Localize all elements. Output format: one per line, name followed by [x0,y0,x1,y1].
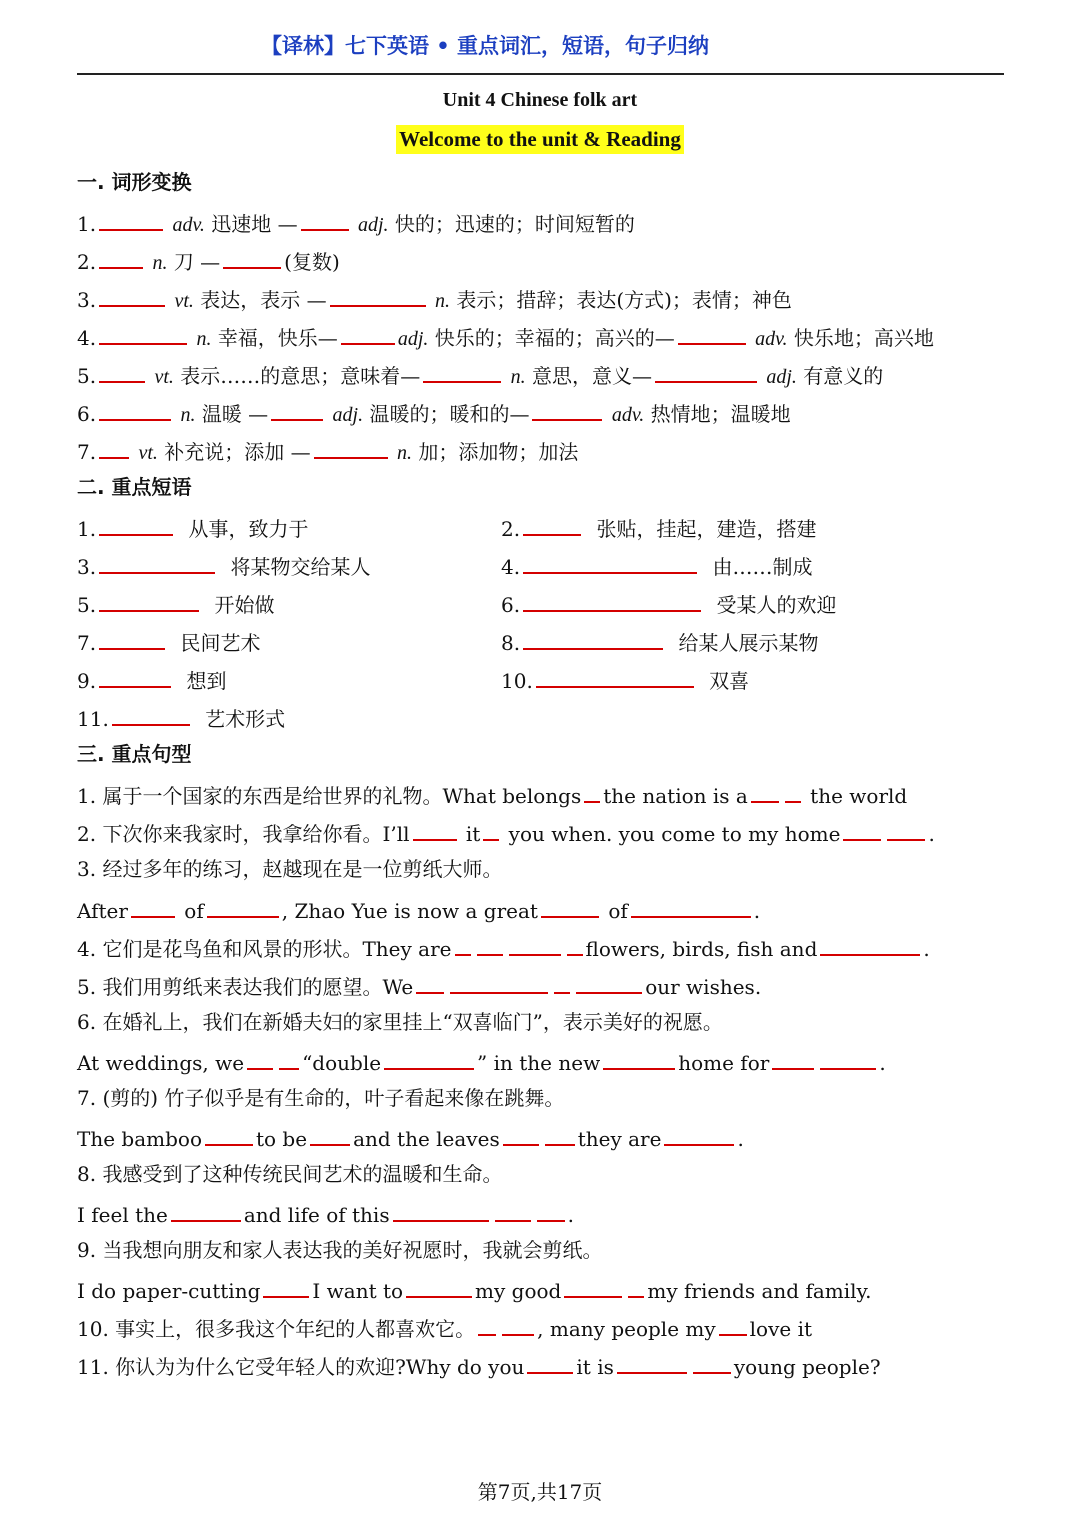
sentence-text: home for [678,1051,770,1075]
item-number: 10. [501,669,533,693]
answer-blank[interactable] [628,1276,644,1298]
sentence-3-chinese: 3. 经过多年的练习，赵越现在是一位剪纸大师。 [77,857,503,881]
answer-blank[interactable] [423,361,501,383]
section-title-wrap [0,125,1080,154]
part-of-speech: adj. [332,404,364,426]
section-heading-sentences: 三. 重点句型 [77,742,192,766]
answer-blank[interactable] [631,896,751,918]
answer-blank[interactable] [99,361,145,383]
sentence-text: it [465,822,481,846]
part-of-speech: adj. [397,328,429,350]
answer-blank[interactable] [576,972,642,994]
answer-blank[interactable] [495,1200,531,1222]
item-number: 5. [77,364,97,388]
answer-blank[interactable] [772,1048,814,1070]
sentence-text: I want to [312,1279,404,1303]
sentence-text: After [77,899,128,923]
sentence-7-chinese: 7. (剪的) 竹子似乎是有生命的，叶子看起来像在跳舞。 [77,1086,565,1110]
item-number: 1. [77,212,97,236]
answer-blank[interactable] [502,1314,534,1336]
part-of-speech: n. [396,442,412,464]
meaning: 热情地；温暖地 [650,402,791,426]
answer-blank[interactable] [664,1124,734,1146]
answer-blank[interactable] [330,285,426,307]
meaning: 表示；措辞；表达(方式)；表情；神色 [456,288,792,312]
answer-blank[interactable] [478,1314,496,1336]
sentence-text: and the leaves [353,1127,500,1151]
answer-blank[interactable] [719,1314,747,1336]
word-form-row-3 [77,285,792,313]
phrase-meaning: 受某人的欢迎 [716,593,837,617]
part-of-speech: n. [152,252,168,274]
part-of-speech: adv. [755,328,788,350]
page-number: 第7页,共17页 [477,1480,603,1504]
answer-blank[interactable] [310,1124,350,1146]
part-of-speech: n. [510,366,526,388]
section-title: Welcome to the unit & Reading [396,125,684,154]
answer-blank[interactable] [99,285,165,307]
answer-blank[interactable] [523,514,581,536]
sentence-text: , many people my [537,1317,716,1341]
sentence-text: it is [576,1355,614,1379]
phrase-item [501,514,816,541]
item-number: 3. [77,555,97,579]
sentence-text: you when. you come to my home [508,822,841,846]
answer-blank[interactable] [205,1124,253,1146]
sentence-4 [77,934,930,961]
sentence-text: At weddings, we [77,1051,245,1075]
answer-blank[interactable] [99,590,199,612]
part-of-speech: n. [180,404,196,426]
answer-blank[interactable] [279,1048,299,1070]
meaning: 加；添加物；加法 [418,440,579,464]
answer-blank[interactable] [207,896,279,918]
part-of-speech: n. [434,290,450,312]
sentence-text: The bamboo [77,1127,202,1151]
item-number: 9. [77,669,97,693]
part-of-speech: adv. [611,404,645,426]
sentence-text: . [753,899,761,923]
phrase-meaning: 从事，致力于 [188,517,309,541]
phrase-item [77,628,260,655]
answer-blank[interactable] [99,247,143,269]
sentence-8-english [77,1200,574,1227]
sentence-text: I’ll [382,822,410,846]
part-of-speech: n. [196,328,212,350]
sentence-text: Why do you [405,1355,525,1379]
sentence-chinese: 1. 属于一个国家的东西是给世界的礼物。 [77,784,443,808]
sentence-chinese: 11. 你认为为什么它受年轻人的欢迎? [77,1355,406,1379]
sentence-text: the world [810,784,908,808]
header-divider [77,73,1004,75]
sentence-text: of [608,899,628,923]
phrase-item [501,666,749,693]
part-of-speech: vt. [154,366,174,388]
answer-blank[interactable] [99,514,173,536]
answer-blank[interactable] [655,361,757,383]
answer-blank[interactable] [271,399,323,421]
part-of-speech: vt. [174,290,194,312]
sentence-text: ” in the new [477,1051,601,1075]
meaning: 快的；迅速的；时间短暂的 [394,212,635,236]
meaning: 快乐的；幸福的；高兴的— [434,326,675,350]
item-number: 5. [77,593,97,617]
answer-blank[interactable] [617,1352,687,1374]
answer-blank[interactable] [99,323,187,345]
phrase-meaning: 双喜 [709,669,750,693]
sentence-text: We [382,975,414,999]
answer-blank[interactable] [523,552,697,574]
phrase-item [77,590,274,617]
sentence-text: they are [577,1127,662,1151]
section-heading-word-forms: 一. 词形变换 [77,170,192,194]
answer-blank[interactable] [584,781,600,803]
word-form-row-6 [77,399,791,427]
answer-blank[interactable] [99,399,171,421]
item-number: 4. [77,326,97,350]
sentence-text: my good [475,1279,562,1303]
sentence-8-chinese: 8. 我感受到了这种传统民间艺术的温暖和生命。 [77,1162,503,1186]
meaning: 温暖的；暖和的— [369,402,530,426]
meaning: 表示……的意思；意味着— [180,364,421,388]
answer-blank[interactable] [523,628,663,650]
unit-title: Unit 4 Chinese folk art [442,89,638,111]
phrase-item [77,704,285,731]
sentence-text: to be [256,1127,308,1151]
answer-blank[interactable] [341,323,395,345]
sentence-text: . [567,1203,574,1227]
answer-blank[interactable] [477,934,503,956]
item-number: 8. [501,631,521,655]
sentence-text: They are [362,937,452,961]
phrase-meaning: 给某人展示某物 [678,631,819,655]
answer-blank[interactable] [406,1276,472,1298]
answer-blank[interactable] [545,1124,575,1146]
section-heading-phrases: 二. 重点短语 [77,475,192,499]
answer-blank[interactable] [413,819,457,841]
sentence-text: What belongs [442,784,582,808]
answer-blank[interactable] [99,209,163,231]
part-of-speech: vt. [138,442,158,464]
phrase-meaning: 想到 [186,669,227,693]
phrase-item [77,552,370,579]
sentence-text: of [184,899,204,923]
item-number: 7. [77,631,97,655]
item-number: 6. [77,402,97,426]
sentence-text: I feel the [77,1203,168,1227]
answer-blank[interactable] [384,1048,474,1070]
answer-blank[interactable] [99,628,165,650]
sentence-3-english [77,896,760,923]
phrase-item [501,628,818,655]
sentence-6-english [77,1048,886,1075]
answer-blank[interactable] [751,781,779,803]
phrase-meaning: 由……制成 [712,555,813,579]
item-number: 11. [77,707,109,731]
sentence-chinese: 2. 下次你来我家时，我拿给你看。 [77,822,383,846]
item-number: 3. [77,288,97,312]
item-number: 2. [77,250,97,274]
meaning: 快乐地；高兴地 [793,326,934,350]
item-number: 4. [501,555,521,579]
meaning: 幸福，快乐— [217,326,338,350]
meaning: 刀 — [173,250,221,274]
answer-blank[interactable] [112,704,190,726]
answer-blank[interactable] [263,1276,309,1298]
part-of-speech: adj. [357,214,389,236]
answer-blank[interactable] [537,1200,565,1222]
sentence-text: , Zhao Yue is now a great [281,899,538,923]
meaning: 意思，意义— [531,364,652,388]
meaning: (复数) [284,250,340,274]
sentence-text: flowers, birds, fish and [585,937,818,961]
sentence-7-english [77,1124,744,1151]
sentence-text: . [923,937,930,961]
phrase-item [77,514,308,541]
header-text: 【译林】七下英语 • 重点词汇，短语，句子归纳 [260,34,710,58]
answer-blank[interactable] [820,1048,876,1070]
answer-blank[interactable] [99,666,171,688]
answer-blank[interactable] [785,781,801,803]
part-of-speech: adv. [172,214,205,236]
answer-blank[interactable] [678,323,746,345]
answer-blank[interactable] [301,209,349,231]
word-form-row-7 [77,437,578,465]
word-form-row-1 [77,209,635,237]
answer-blank[interactable] [536,666,694,688]
answer-blank[interactable] [416,972,444,994]
answer-blank[interactable] [527,1352,573,1374]
answer-blank[interactable] [99,437,129,459]
answer-blank[interactable] [223,247,281,269]
answer-blank[interactable] [541,896,599,918]
sentence-9-chinese: 9. 当我想向朋友和家人表达我的美好祝愿时，我就会剪纸。 [77,1238,603,1262]
answer-blank[interactable] [554,972,570,994]
meaning: 表达，表示 — [200,288,327,312]
sentence-text: love it [749,1317,813,1341]
phrase-item [501,590,836,617]
sentence-1 [77,781,907,808]
phrase-meaning: 开始做 [214,593,275,617]
answer-blank[interactable] [532,399,602,421]
sentence-chinese: 5. 我们用剪纸来表达我们的愿望。 [77,975,383,999]
sentence-10 [77,1314,812,1341]
answer-blank[interactable] [455,934,471,956]
meaning: 迅速地 — [211,212,298,236]
sentence-9-english [77,1276,872,1303]
sentence-6-chinese: 6. 在婚礼上，我们在新婚夫妇的家里挂上“双喜临门”，表示美好的祝愿。 [77,1010,723,1034]
answer-blank[interactable] [820,934,920,956]
phrase-item [77,666,226,693]
word-form-row-5 [77,361,883,389]
sentence-text: the nation is a [603,784,748,808]
sentence-text: and life of this [243,1203,390,1227]
answer-blank[interactable] [564,1276,622,1298]
meaning: 补充说；添加 — [164,440,311,464]
meaning: 有意义的 [803,364,884,388]
answer-blank[interactable] [503,1124,539,1146]
word-form-row-4 [77,323,934,351]
sentence-5 [77,972,761,999]
answer-blank[interactable] [567,934,583,956]
phrase-meaning: 张贴，挂起，建造，搭建 [596,517,817,541]
sentence-chinese: 4. 它们是花鸟鱼和风景的形状。 [77,937,363,961]
phrase-meaning: 艺术形式 [205,707,286,731]
item-number: 2. [501,517,521,541]
sentence-text: . [928,822,935,846]
answer-blank[interactable] [693,1352,731,1374]
answer-blank[interactable] [314,437,388,459]
answer-blank[interactable] [509,934,561,956]
sentence-text: . [879,1051,886,1075]
answer-blank[interactable] [247,1048,273,1070]
answer-blank[interactable] [171,1200,241,1222]
phrase-meaning: 民间艺术 [180,631,261,655]
phrase-item [501,552,812,579]
item-number: 7. [77,440,97,464]
item-number: 6. [501,593,521,617]
sentence-chinese: 10. 事实上，很多我这个年纪的人都喜欢它。 [77,1317,476,1341]
sentence-text: young people? [733,1355,881,1379]
answer-blank[interactable] [843,819,881,841]
answer-blank[interactable] [393,1200,489,1222]
part-of-speech: adj. [766,366,797,388]
phrase-meaning: 将某物交给某人 [230,555,371,579]
answer-blank[interactable] [99,552,215,574]
meaning: 温暖 — [201,402,269,426]
answer-blank[interactable] [523,590,701,612]
sentence-text: “double [302,1051,382,1075]
sentence-2 [77,819,935,846]
answer-blank[interactable] [450,972,548,994]
document-header [0,30,1080,60]
sentence-text: our wishes. [645,975,762,999]
sentence-11 [77,1352,881,1379]
answer-blank[interactable] [483,819,499,841]
sentence-text: . [737,1127,744,1151]
item-number: 1. [77,517,97,541]
answer-blank[interactable] [603,1048,675,1070]
word-form-row-2 [77,247,340,275]
sentence-text: my friends and family. [647,1279,872,1303]
answer-blank[interactable] [131,896,175,918]
answer-blank[interactable] [887,819,925,841]
sentence-text: I do paper-cutting [77,1279,261,1303]
